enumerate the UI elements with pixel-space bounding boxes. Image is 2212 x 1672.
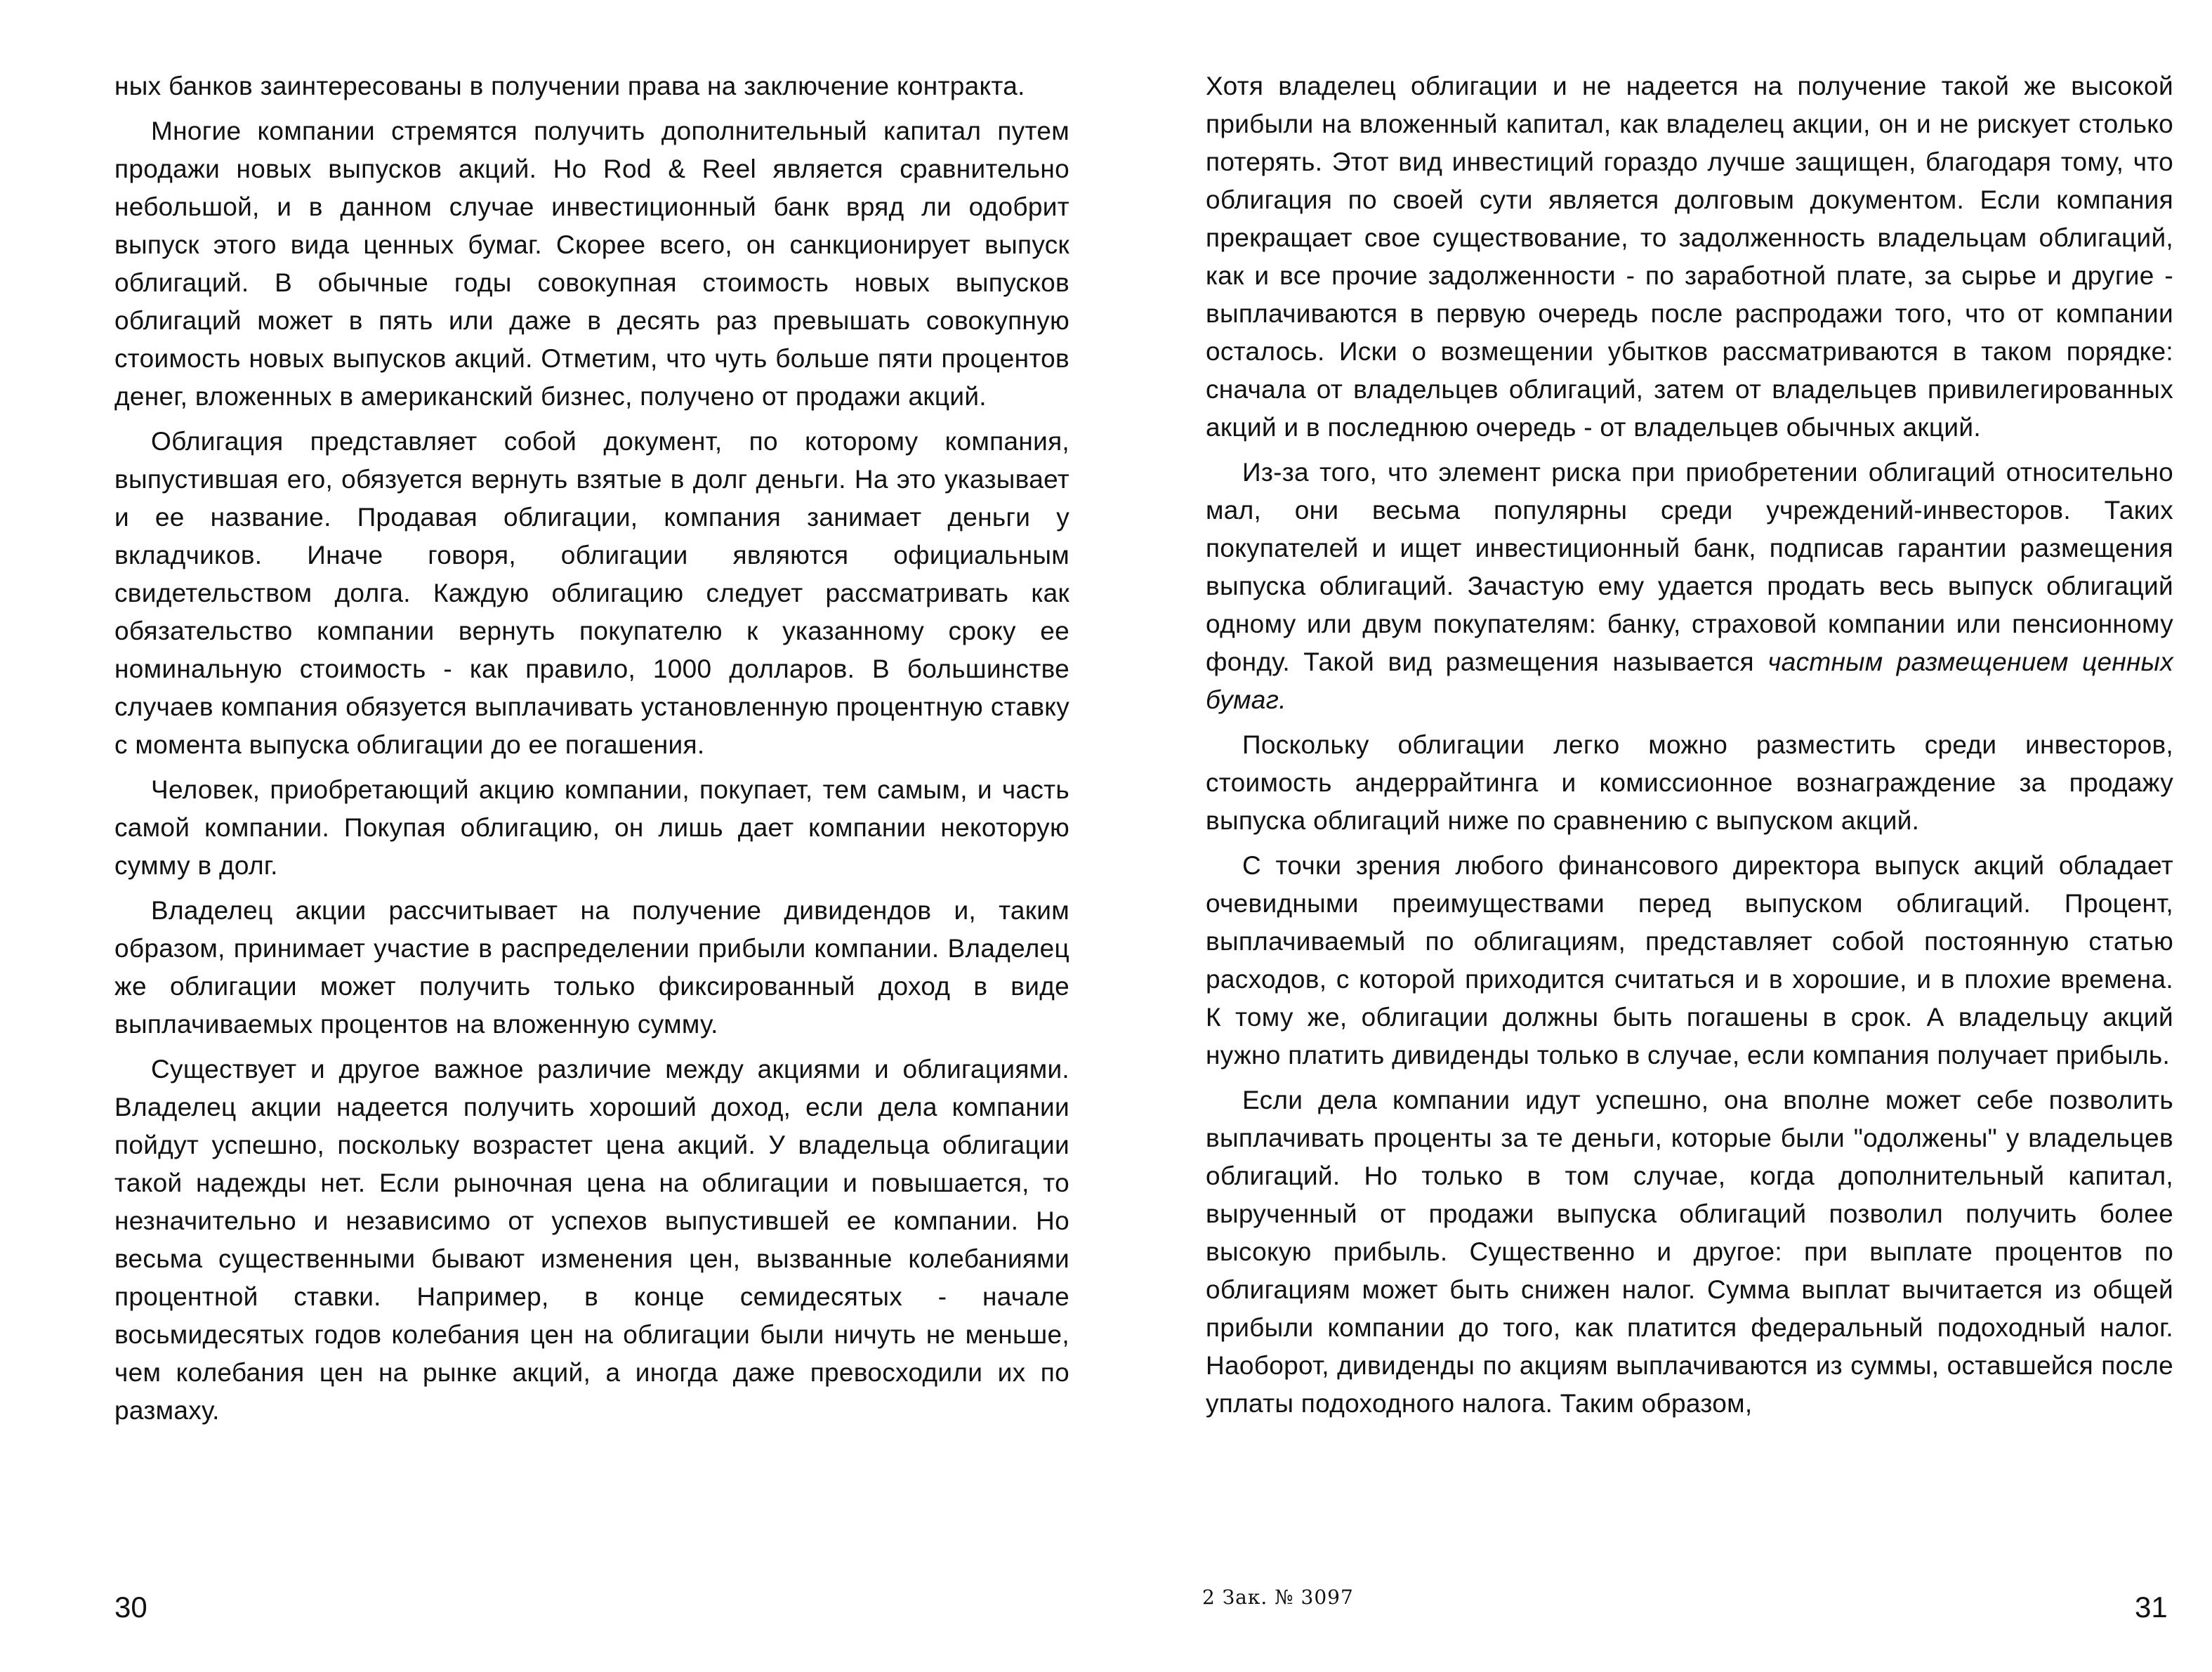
paragraph-with-term xyxy=(1206,454,2173,719)
paragraph: Облигация представляет собой документ, по которому компания, выпустившая его, обязуется вернуть взятые в долг деньги. На это указывает и ее название. Продавая облигации, компания занимает деньги у вкладчиков. Иначе говоря, облигации являются официальным свидетельством долга. Каждую облигацию следует рассматривать как обязательство компании вернуть покупателю к указанному сроку ее номинальную стоимость - как правило, 1000 долларов. В большинстве случаев компания обязуется выплачивать установленную процентную ставку с момента выпуска облигации до ее погашения. xyxy=(114,427,1069,759)
paragraph: Человек, приобретающий акцию компании, покупает, тем самым, и часть самой компании. Покупая облигацию, он лишь дает компании некоторую сумму в долг. xyxy=(114,775,1069,880)
printer-signature-mark: 2 Зак. № 3097 xyxy=(1202,1586,1354,1609)
page-number-left: 30 xyxy=(114,1591,147,1624)
paragraph: Существует и другое важное различие между акциями и облигациями. Владелец акции надеется получить хороший доход, если дела компании пойдут успешно, поскольку возрастет цена акций. У владельца облигации такой надежды нет. Если рыночная цена на облигации и повышается, то незначительно и независимо от успехов выпустившей ее компании. Но весьма существенными бывают изменения цен, вызванные колебаниями процентной ставки. Например, в конце семидесятых - начале восьмидесятых годов колебания цен на облигации были ничуть не меньше, чем колебания цен на рынке акций, а иногда даже превосходили их по размаху. xyxy=(114,1055,1069,1425)
page-number-right: 31 xyxy=(2135,1591,2168,1624)
right-page xyxy=(1206,67,2173,1430)
paragraph-text: Из-за того, что элемент риска при приобретении облигаций относительно мал, они весьма популярны среди учреждений-инвесторов. Таких покупателей и ищет инвестиционный банк, подписав гарантии размещения выпуска облигаций. Зачастую ему удается продать весь выпуск облигаций одному или двум покупателям: банку, страховой компании или пенсионному фонду. Такой вид размещения называется xyxy=(1206,458,2173,676)
italic-term: частным размещением ценных бумаг. xyxy=(1206,647,2173,714)
paragraph: Многие компании стремятся получить дополнительный капитал путем продажи новых выпусков акций. Но Rod & Reel является сравнительно небольшой, и в данном случае инвестиционный банк вряд ли одобрит выпуск этого вида ценных бумаг. Скорее всего, он санкционирует выпуск облигаций. В обычные годы совокупная стоимость новых выпусков облигаций может в пять или даже в десять раз превышать совокупную стоимость новых выпусков акций. Отметим, что чуть больше пяти процентов денег, вложенных в американский бизнес, получено от продажи акций. xyxy=(114,117,1069,411)
paragraph: С точки зрения любого финансового директора выпуск акций обладает очевидными преимуществами перед выпуском облигаций. Процент, выплачиваемый по облигациям, представляет собой постоянную статью расходов, с которой приходится считаться и в хорошие, и в плохие времена. К тому же, облигации должны быть погашены в срок. А владельцу акций нужно платить дивиденды только в случае, если компания получает прибыль. xyxy=(1206,851,2173,1069)
paragraph: Хотя владелец облигации и не надеется на получение такой же высокой прибыли на вложенный капитал, как владелец акции, он и не рискует столько потерять. Этот вид инвестиций гораздо лучше защищен, благодаря тому, что облигация по своей сути является долговым документом. Если компания прекращает свое существование, то задолженность владельцам облигаций, как и все прочие задолженности - по заработной плате, за сырье и другие - выплачиваются в первую очередь после распродажи того, что от компании осталось. Иски о возмещении убытков рассматриваются в таком порядке: сначала от владельцев облигаций, затем от владельцев привилегированных акций и в последнюю очередь - от владельцев обычных акций. xyxy=(1206,72,2173,442)
paragraph-continued: ных банков заинтересованы в получении права на заключение контракта. xyxy=(114,72,1025,100)
paragraph: Владелец акции рассчитывает на получение дивидендов и, таким образом, принимает участие в распределении прибыли компании. Владелец же облигации может получить только фиксированный доход в виде выплачиваемых процентов на вложенную сумму. xyxy=(114,896,1069,1039)
left-page xyxy=(114,67,1069,1437)
paragraph: Поскольку облигации легко можно разместить среди инвесторов, стоимость андеррайтинга и комиссионное вознаграждение за продажу выпуска облигаций ниже по сравнению с выпуском акций. xyxy=(1206,730,2173,835)
paragraph: Если дела компании идут успешно, она вполне может себе позволить выплачивать проценты за те деньги, которые были "одолжены" у владельцев облигаций. Но только в том случае, когда дополнительный капитал, вырученный от продажи выпуска облигаций позволил получить более высокую прибыль. Существенно и другое: при выплате процентов по облигациям может быть снижен налог. Сумма выплат вычитается из общей прибыли компании до того, как платится федеральный подоходный налог. Наоборот, дивиденды по акциям выплачиваются из суммы, оставшейся после уплаты подоходного налога. Таким образом, xyxy=(1206,1086,2173,1418)
